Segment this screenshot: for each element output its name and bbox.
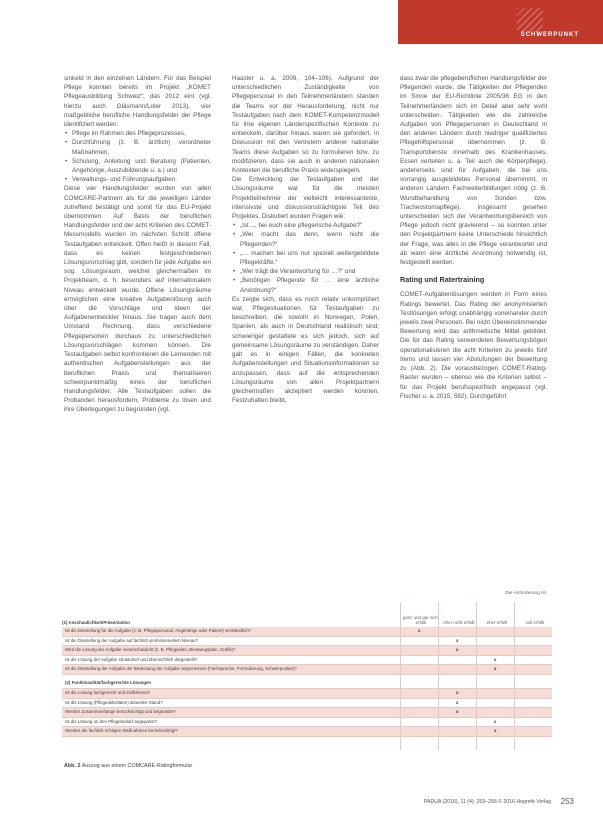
rating-header: Die Anforderung ist (505, 591, 546, 596)
check-mark: x (494, 728, 497, 734)
check-mark: x (494, 666, 497, 672)
rating-option: eher erfüllt (486, 620, 508, 625)
paragraph: Die Entwicklung der Testaufgaben und der Lösungsräume war für die meisten Projektteilnehmer der vielleicht interessanteste, intensivste und diskussionsträchtigste Teil des Projektes. Diskutiert wurden Fragen wie: (232, 176, 379, 221)
bullet-list (232, 221, 379, 295)
list-item: • „Ist … bei euch eine pflegerische Aufgabe?“ (240, 221, 379, 230)
row-text: Ist die Lösung fachgerecht und zielführend? (65, 689, 151, 695)
list-item: • „… machen bei uns nur speziell weitergebildete Pflegekräfte.“ (240, 249, 379, 267)
subheading: Rating und Ratertraining (400, 275, 485, 285)
list-item: • „Wer macht das denn, wenn nicht die Pflegenden?“ (240, 230, 379, 248)
text-column-1 (64, 74, 211, 415)
column-divider (400, 602, 401, 750)
list-item: • Durchführung (z. B. ärztlich) verordneter Maßnahmen, (72, 138, 211, 156)
text-column-2 (232, 74, 379, 405)
list-item: • Pflege im Rahmen des Pflegeprozesses, (72, 129, 211, 138)
table-row (62, 665, 552, 675)
list-item: • „Benötigen Pflegende für … eine ärztliche Anordnung?“ (240, 276, 379, 294)
table-row (62, 689, 552, 699)
header-banner (398, 0, 603, 44)
table-row (62, 727, 552, 737)
footer-citation: PADUA (2016), 11 (4): 253–258 © 2016 Hogrefe Verlag (423, 799, 551, 805)
section-title: (2) Funktionalität/fachgerechte Lösungen (62, 675, 552, 689)
check-mark: x (456, 699, 459, 705)
check-mark: x (456, 647, 459, 653)
row-text: Werden Zusammenhänge berücksichtigt und begründet? (65, 709, 176, 715)
banner-hatching (517, 8, 543, 32)
list-item: • „Wer trägt die Verantwortung für …?“ und (240, 267, 379, 276)
list-item: • Schulung, Anleitung und Beratung (Patienten, Angehörige, Auszubildende u. a.) und (72, 157, 211, 175)
paragraph: COMET-Aufgabenlösungen werden in Form eines Ratings bewertet. Das Rating der anonymisierten Testlösungen erfolgt unabhängig voneinander durch jeweils zwei Personen. Bei nicht Übereinstimmender Bewertung wird das arithmetische Mittel gebildet. Die für das Rating verwendeten Bewertungsbögen operationalisieren die acht Kriterien zu jeweils fünf Items und lassen vier Abstufungen der Bewertung zu (Abb. 2). Die vorausbezogen COMET-Rating-Raster wurden – ebenso wie die Kriterien selbst – für das Projekt berufsspezifisch angepasst (vgl. Fischer u. a. 2015, 582). Durchgeführt (400, 291, 547, 400)
figure-caption (64, 763, 192, 769)
row-text: Werden die fachlich richtigen Maßnahmen berücksichtigt? (65, 728, 178, 734)
table-row (62, 637, 552, 647)
row-text: Ist die Darstellung der Aufgabe der Bedeutung der Aufgabe angemessen (Fachsprache, Formulierung, Schwerpunkte)? (65, 666, 297, 672)
row-text: Ist die Darstellung der Aufgabe auf fachlich-professionellem Niveau? (65, 637, 199, 643)
check-mark: x (456, 709, 459, 715)
check-mark: x (456, 689, 459, 695)
list-item: • Verwaltungs- und Führungsaufgaben. (72, 175, 211, 184)
row-text: Ist die Lösung (Pflegeaktivitäten) aktuellen Stand? (65, 699, 163, 705)
paragraph: dass zwar die pflegeberuflichen Handlungsfelder der Pflegenden wurde, die Tätigkeiten der Pflegenden im Sinne der EU-Richtlinie 2005/36 EG in den Teilnehmerländern sich im Detail aber sehr wohl unterscheiden. Tätigkeiten wie die zahlreiche Aufgaben von Pflegepersonen in Deutschland in den anderen Ländern durch niedriger qualifiziertes Pflegehilfspersonal übernommen (z. B. Transportdienste innerhalb des Krankenhauses, Essen verteilen u. a. Teil auch die Körperpflege), andererseits sind für Aufgaben, die bei uns vorrangig ausgebildetes Personal übernimmt, in anderen Ländern Fachweiterbildungen nötig (z. B. Wundbehandlung von Sonden bzw. Tracheostomapflege). Insgesamt gesehen unterscheiden sich der Verantwortungsbereich von Pflege jedoch nicht gravierend – so konnten unter den Projektpartnern keine Unterschiede hinsichtlich der Frage, was alles in die Pflege verantwortet und ab wann eine ärztliche Anordnung notwendig ist, festgestellt werden. (400, 75, 547, 267)
page-number: 253 (560, 797, 574, 806)
check-mark: x (456, 637, 459, 643)
caption-text: Auszug aus einem COMCARE-Ratingformular (81, 763, 193, 769)
table-header (62, 591, 552, 627)
paragraph: sinkeld in den einzelnen Ländern. Für das Beispiel Pflege konnten bereits im Projekt „KOMET Pflegeausbildung Schweiz“, das 2012 einl (vgl. hierzu auch Gläsmann/Loler 2013), vier maßgebliche berufliche Handlungsfelder der Pflege identifiziert werden: (64, 75, 211, 129)
column-divider (476, 602, 477, 750)
text-column-3 (400, 74, 547, 401)
table-row (62, 656, 552, 666)
row-text: Ist die Lösung der Aufgabe strukturiert und übersichtlich dargestellt? (65, 656, 198, 662)
check-mark: x (494, 718, 497, 724)
table-row (62, 718, 552, 728)
section-tag: SCHWERPUNKT (520, 32, 579, 38)
table-row (62, 627, 552, 637)
bullet-list (64, 129, 211, 184)
table-row (62, 646, 552, 656)
column-divider (438, 602, 439, 750)
table-row (62, 708, 552, 718)
check-mark: x (494, 656, 497, 662)
table-row (62, 699, 552, 709)
rating-option: ganz und gar nicht erfüllt (402, 615, 440, 625)
paragraph: Es zeigte sich, dass es noch relativ unkompliziert war, Pflegesituationen für Testaufgaben zu beschreiben, die sowohl in Norwegen, Polen, Spanien, als auch in Deutschland realistisch sind; schwieriger gestaltete es sich jedoch, sich auf gemeinsame Lösungsräume zu verständigen. Daher galt es in einigen Fällen, die konkreten Aufgabenstellungen und Situationsinformationen so anzupassen, dass auf die entsprechenden Lösungsräume von allen Projektpartnern gleichermaßen akzeptiert werden konnten. Festzuhalten bleibt, (232, 295, 379, 405)
check-mark: x (418, 628, 421, 633)
row-text: Ist die Lösung an den Pflegebedarf angepasst? (65, 718, 158, 724)
rating-option: eher nicht erfüllt (443, 620, 475, 625)
paragraph: Diese vier Handlungsfelder wurden von allen COMCARE-Partnern als für die jeweiligen Länder zutreffend bestätigt und somit für das EU-Projekt übernommen. Auf Basis der beruflichen Handlungsfelder und der acht Kriterien des COMET-Messmodells wurden im nächsten Schritt offene Testaufgaben entwickelt. Offen heißt in diesem Fall, dass es keinen festgeschriebenen Lösungsvorschlag gibt, sondern für jede Aufgabe ein sog. Lösungsraum, welcher gleichermaßen im Projektteam, d. h. besonders auf internationalem Niveau entwickelt wurde. Offene Lösungsräume ermöglichen eine kreative Aufgabenlösung auch über die Vorschläge und Ideen der Aufgabenentwickler hinaus. Sie tragen auch dem Umstand Rechnung, dass verschiedene Pflegepersonen durchaus zu unterschiedlichen Lösungsvorschlägen kommen können. Die Testaufgaben selbst konfrontieren die Lernenden mit authentischen Aufgabenstellungen aus der beruflichen Praxis und thematisieren schwerpunktmäßig eines der beruflichen Handlungsfelder. Alle Testaufgaben sollen die Probanden herausfordern, Probleme zu lösen und ihre Überlegungen zu begründen (vgl. (64, 185, 211, 414)
rating-option: voll erfüllt (525, 620, 545, 625)
paragraph: Haasler u. a. 2009, 104–106). Aufgrund der unterschiedlichen Zuständigkeite von Pflegepersonal in den Teilnehmerländern standen die Teams vor der Herausforderung, nicht nur Testaufgaben nach dem KOMET-Kompetenzmodell für ihre eigenen Länderspezifischen Kontexte zu entwickeln, darüber hinaus waren sie gefordert, in Diskussion mit den Vertretern anderer nationaler Teams diese Aufgaben so zu formulieren bzw. zu modifizieren, dass sie auch in anderen nationalen Kontexten die berufliche Praxis widerspiegeln. (232, 75, 379, 175)
caption-label: Abb. 2 (64, 763, 81, 769)
rating-form-table (62, 591, 552, 737)
section-title: (1) Anschaulichkeit/Präsentation (62, 620, 130, 625)
row-text: Wird die Lösung der Aufgabe veranschaulicht (z. B. Pflegeplan, Beratungsplan, Grafik)? (65, 647, 236, 653)
column-divider (514, 602, 515, 750)
row-text: Ist die Darstellung für die Aufgabe (z. B. Pflegepersonal, Angehörige oder Patient) verständlich? (65, 628, 251, 633)
